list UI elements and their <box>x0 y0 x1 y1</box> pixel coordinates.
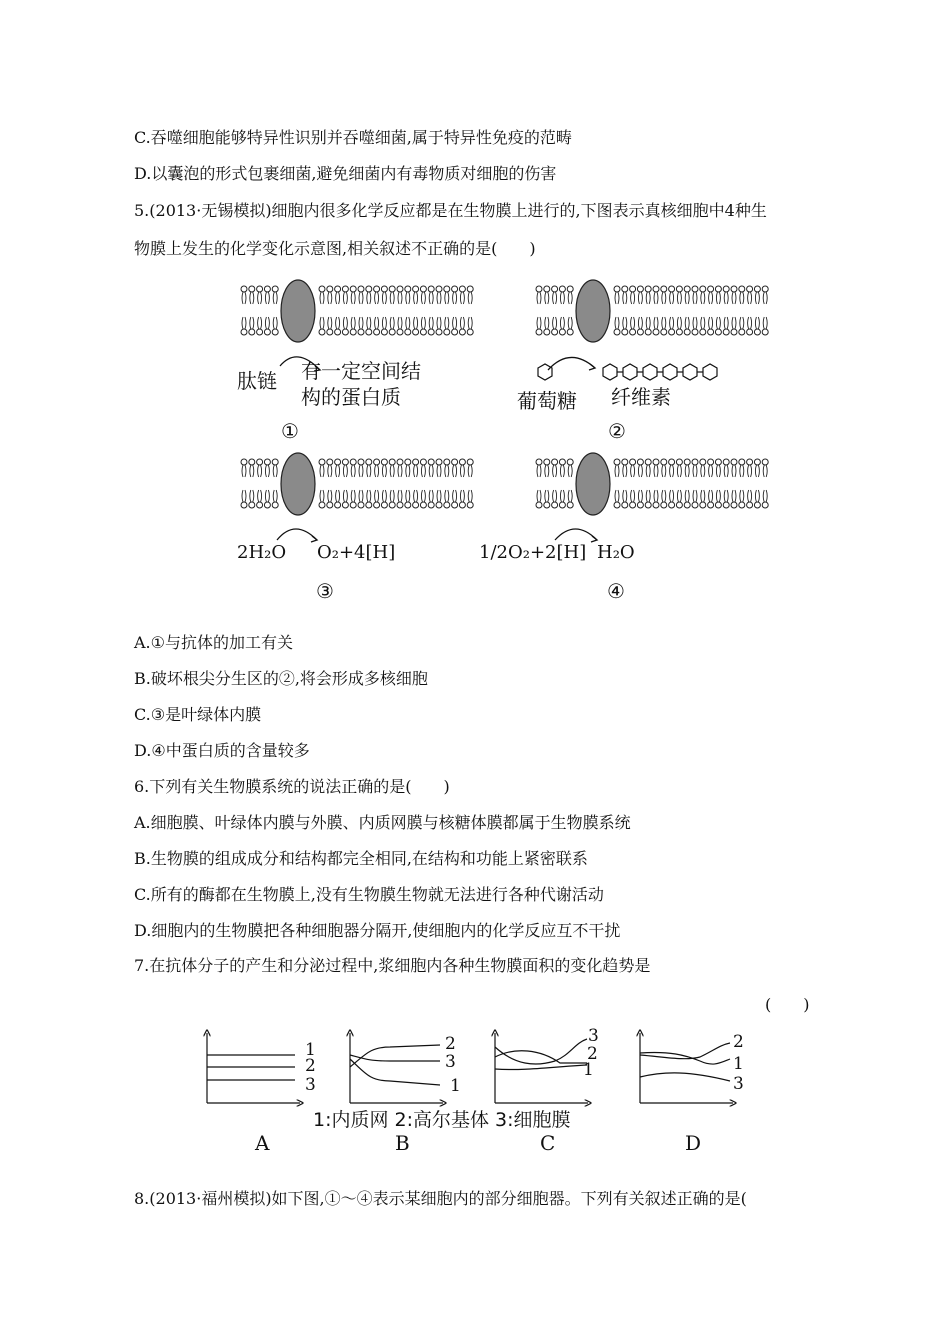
q5-option-b: B.破坏根尖分生区的②,将会形成多核细胞 <box>134 669 428 688</box>
graph-d-label-3: 3 <box>733 1074 744 1094</box>
graph-b-label-2: 2 <box>445 1034 456 1054</box>
membrane-2-label: ② <box>608 419 626 443</box>
q6-option-a: A.细胞膜、叶绿体内膜与外膜、内质网膜与核糖体膜都属于生物膜系统 <box>134 813 631 832</box>
membrane-2-left: 葡萄糖 <box>517 389 577 413</box>
graph-c <box>495 1033 588 1103</box>
graph-b-label-1: 1 <box>450 1076 461 1096</box>
membrane-4-right: H₂O <box>597 542 635 563</box>
membrane-3 <box>241 453 473 515</box>
membrane-1-label: ① <box>281 419 299 443</box>
membrane-1-right1: 有一定空间结 <box>301 359 421 383</box>
q6-option-b: B.生物膜的组成成分和结构都完全相同,在结构和功能上紧密联系 <box>134 849 588 868</box>
graph-a-label-3: 3 <box>305 1075 316 1095</box>
membrane-1 <box>241 280 473 342</box>
arrow-2 <box>548 357 595 370</box>
graph-b-label-3: 3 <box>445 1052 456 1072</box>
membrane-figure <box>225 278 785 608</box>
arrow-4 <box>555 529 597 540</box>
q4-option-d: D.以囊泡的形式包裹细菌,避免细菌内有毒物质对细胞的伤害 <box>134 164 557 183</box>
graph-letter-d: D <box>685 1131 702 1155</box>
q8-stem: 8.(2013·福州模拟)如下图,①～④表示某细胞内的部分细胞器。下列有关叙述正确的是( <box>134 1189 747 1208</box>
q7-stem: 7.在抗体分子的产生和分泌过程中,浆细胞内各种生物膜面积的变化趋势是 <box>134 956 651 975</box>
graph-letter-c: C <box>540 1131 556 1155</box>
membrane-1-right2: 构的蛋白质 <box>301 385 401 409</box>
graph-c-label-3: 3 <box>588 1026 599 1046</box>
q6-stem: 6.下列有关生物膜系统的说法正确的是( ) <box>134 777 450 796</box>
graph-c-label-2: 2 <box>587 1044 598 1064</box>
q5-option-c: C.③是叶绿体内膜 <box>134 705 262 724</box>
graph-d-label-1: 1 <box>733 1054 744 1074</box>
membrane-3-right: O₂+4[H] <box>317 542 396 563</box>
graph-d-label-2: 2 <box>733 1032 744 1052</box>
membrane-2-right: 纤维素 <box>611 385 671 409</box>
graph-a-label-2: 2 <box>305 1056 316 1076</box>
q5-option-a: A.①与抗体的加工有关 <box>134 633 293 652</box>
graph-d <box>640 1033 733 1103</box>
membrane-2 <box>536 280 768 342</box>
membrane-4 <box>536 453 768 515</box>
q4-option-c: C.吞噬细胞能够特异性识别并吞噬细菌,属于特异性免疫的范畴 <box>134 128 572 147</box>
q6-option-d: D.细胞内的生物膜把各种细胞器分隔开,使细胞内的化学反应互不干扰 <box>134 921 621 940</box>
graph-letter-a: A <box>255 1131 270 1155</box>
q5-option-d: D.④中蛋白质的含量较多 <box>134 741 310 760</box>
q7-graphs <box>195 1025 775 1160</box>
graph-a-label-1: 1 <box>305 1040 316 1060</box>
q7-answer-paren: ( ) <box>765 995 810 1014</box>
graph-legend: 1:内质网 2:高尔基体 3:细胞膜 <box>313 1109 571 1131</box>
q5-stem-line2: 物膜上发生的化学变化示意图,相关叙述不正确的是( ) <box>134 239 536 258</box>
cellulose-chain <box>603 364 717 380</box>
membrane-1-left: 肽链 <box>237 369 277 393</box>
arrow-3 <box>277 529 317 540</box>
membrane-4-left: 1/2O₂+2[H] <box>479 542 587 563</box>
membrane-3-label: ③ <box>316 579 334 603</box>
graph-b <box>350 1033 443 1103</box>
membrane-4-label: ④ <box>607 579 625 603</box>
membrane-3-left: 2H₂O <box>237 542 287 563</box>
graph-letter-b: B <box>395 1131 410 1155</box>
graph-a <box>207 1033 300 1103</box>
q5-stem-line1: 5.(2013·无锡模拟)细胞内很多化学反应都是在生物膜上进行的,下图表示真核细胞中4种生 <box>134 201 767 220</box>
glucose-hexagon <box>538 364 552 380</box>
q6-option-c: C.所有的酶都在生物膜上,没有生物膜生物就无法进行各种代谢活动 <box>134 885 604 904</box>
graph-c-label-1: 1 <box>583 1060 594 1080</box>
